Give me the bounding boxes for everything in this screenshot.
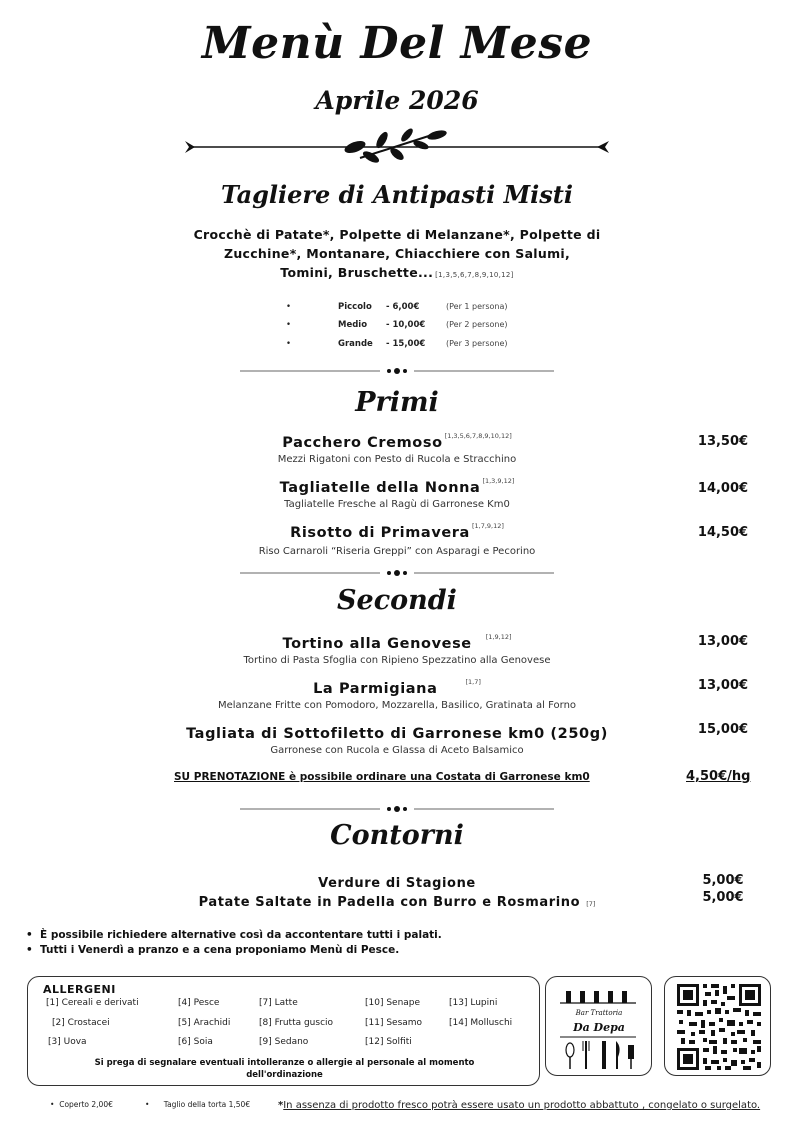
allergen-item: [7] Latte: [259, 998, 298, 1008]
dots-divider-icon: [240, 566, 554, 580]
dish-allergens: [1,7,9,12]: [471, 522, 504, 530]
allergen-item: [8] Frutta guscio: [259, 1018, 334, 1028]
dish-price: 15,00€: [697, 722, 749, 737]
size-price: - 15,00€: [386, 339, 426, 349]
size-row-medio: • Medio - 10,00€ (Per 2 persone): [286, 320, 508, 330]
allergen-item: [6] Soia: [178, 1037, 213, 1047]
size-people: (Per 1 persona): [446, 302, 508, 311]
dish-tortino: [180, 633, 614, 666]
dish-description: Mezzi Rigatoni con Pesto di Rucola e Stracchino: [277, 454, 517, 465]
allergeni-note: [28, 1057, 541, 1081]
dish-allergens: [1,3,5,6,7,8,9,10,12]: [444, 432, 512, 440]
allergen-item: [5] Arachidi: [178, 1018, 231, 1028]
size-name: Piccolo: [338, 302, 372, 312]
antipasti-allergens: [1,3,5,6,7,8,9,10,12]: [435, 271, 514, 279]
allergen-item: [13] Lupini: [449, 998, 498, 1008]
size-name: Grande: [338, 339, 373, 349]
contorno-verdure: [150, 872, 644, 891]
size-name: Medio: [338, 320, 368, 330]
secondi-title: Secondi: [337, 585, 457, 616]
menu-subtitle: Aprile 2026: [315, 86, 479, 115]
allergen-item: [1] Cereali e derivati: [46, 998, 139, 1008]
dots-divider-icon: [240, 802, 554, 816]
note-item: • Tutti i Venerdì a pranzo e a cena proponiamo Menù di Pesce.: [26, 943, 442, 958]
allergen-item: [4] Pesce: [178, 998, 220, 1008]
dish-name: Tagliata di Sottofiletto di Garronese km0 (250g): [186, 726, 608, 742]
logo-line-1: Bar Trattoria: [575, 1009, 623, 1017]
prenotazione-note: SU PRENOTAZIONE è possibile ordinare una Costata di Garronese km0: [174, 771, 590, 783]
dish-price: 13,00€: [697, 678, 749, 693]
dish-name: Verdure di Stagione: [318, 876, 476, 891]
contorno-patate: [150, 891, 644, 910]
allergeni-note-line: Si prega di segnalare eventuali intolleranze o allergie al personale al momento: [94, 1058, 475, 1068]
dish-description: Riso Carnaroli “Riseria Greppi” con Asparagi e Pecorino: [258, 546, 536, 557]
size-price: - 10,00€: [386, 320, 426, 330]
allergen-item: [12] Solfiti: [365, 1037, 412, 1047]
dish-price: 13,00€: [697, 634, 749, 649]
dish-name: Patate Saltate in Padella con Burro e Rosmarino: [198, 895, 581, 910]
dish-allergens: [1,7]: [465, 678, 481, 686]
size-people: (Per 3 persone): [446, 339, 508, 348]
trattoria-logo-icon: [556, 985, 642, 1069]
dish-price: 5,00€: [702, 890, 744, 905]
footer-coperto: • Coperto 2,00€: [50, 1100, 113, 1109]
dish-parmigiana: [180, 678, 614, 711]
allergen-item: [3] Uova: [48, 1037, 87, 1047]
dish-price: 14,50€: [697, 525, 749, 540]
antipasti-line-3: Tomini, Bruschette...: [280, 265, 434, 280]
dish-pacchero: [180, 432, 614, 465]
dish-name: La Parmigiana: [313, 681, 438, 697]
notes-list: [26, 928, 442, 958]
logo-box: [545, 976, 652, 1076]
dish-description: Tagliatelle Fresche al Ragù di Garronese Km0: [284, 499, 510, 510]
prenotazione-price: 4,50€/hg: [686, 769, 751, 784]
dish-name: Tagliatelle della Nonna: [279, 480, 481, 496]
coperto-text: Coperto 2,00€: [59, 1100, 113, 1109]
taglio-text: Taglio della torta 1,50€: [163, 1100, 251, 1109]
menu-title: Menù Del Mese: [201, 18, 593, 69]
leaf-arrow-divider-icon: [185, 126, 609, 168]
dish-risotto: [180, 522, 614, 557]
size-row-grande: • Grande - 15,00€ (Per 3 persone): [286, 339, 508, 349]
primi-title: Primi: [355, 387, 439, 418]
allergen-item: [10] Senape: [365, 998, 421, 1008]
dish-price: 13,50€: [697, 434, 749, 449]
dish-tagliatelle: [180, 477, 614, 510]
dish-price: 14,00€: [697, 481, 749, 496]
antipasti-title: Tagliere di Antipasti Misti: [221, 180, 573, 209]
antipasti-line-2: Zucchine*, Montanare, Chiacchiere con Salumi,: [223, 246, 571, 261]
allergen-item: [2] Crostacei: [52, 1018, 110, 1028]
allergen-item: [9] Sedano: [259, 1037, 309, 1047]
allergeni-box: [27, 976, 540, 1086]
contorni-title: Contorni: [330, 820, 464, 851]
qr-code-icon[interactable]: [675, 982, 763, 1072]
dish-name: Pacchero Cremoso: [282, 435, 443, 451]
size-price: - 6,00€: [386, 302, 420, 312]
footer-disclaimer: [278, 1100, 760, 1111]
size-people: (Per 2 persone): [446, 320, 508, 329]
allergen-item: [11] Sesamo: [365, 1018, 423, 1028]
antipasti-description: [150, 225, 644, 285]
dish-allergens: [7]: [586, 900, 596, 908]
allergeni-note-line: dell'ordinazione: [246, 1070, 323, 1080]
footer-taglio: • Taglio della torta 1,50€: [145, 1100, 251, 1109]
dish-description: Melanzane Fritte con Pomodoro, Mozzarella, Basilico, Gratinata al Forno: [217, 700, 577, 711]
dish-description: Garronese con Rucola e Glassa di Aceto Balsamico: [270, 745, 524, 756]
disclaimer-mark: *: [278, 1100, 284, 1111]
dish-allergens: [1,9,12]: [485, 633, 512, 641]
dish-tagliata: [150, 723, 644, 756]
dish-description: Tortino di Pasta Sfoglia con Ripieno Spezzatino alla Genovese: [243, 655, 551, 666]
allergen-item: [14] Molluschi: [449, 1018, 513, 1028]
dish-name: Risotto di Primavera: [290, 525, 470, 541]
size-row-piccolo: • Piccolo - 6,00€ (Per 1 persona): [286, 302, 508, 312]
logo-line-2: Da Depa: [573, 1021, 625, 1034]
dish-name: Tortino alla Genovese: [282, 636, 472, 652]
antipasti-line-1: Crocchè di Patate*, Polpette di Melanzane*, Polpette di: [193, 227, 601, 242]
qr-code-box[interactable]: [664, 976, 771, 1076]
dots-divider-icon: [240, 364, 554, 378]
note-item: • È possibile richiedere alternative così da accontentare tutti i palati.: [26, 928, 442, 943]
dish-price: 5,00€: [702, 873, 744, 888]
allergeni-title: ALLERGENI: [43, 983, 116, 996]
disclaimer-text: In assenza di prodotto fresco potrà essere usato un prodotto abbattuto , congelato o surgelato.: [283, 1100, 761, 1111]
dish-allergens: [1,3,9,12]: [482, 477, 515, 485]
